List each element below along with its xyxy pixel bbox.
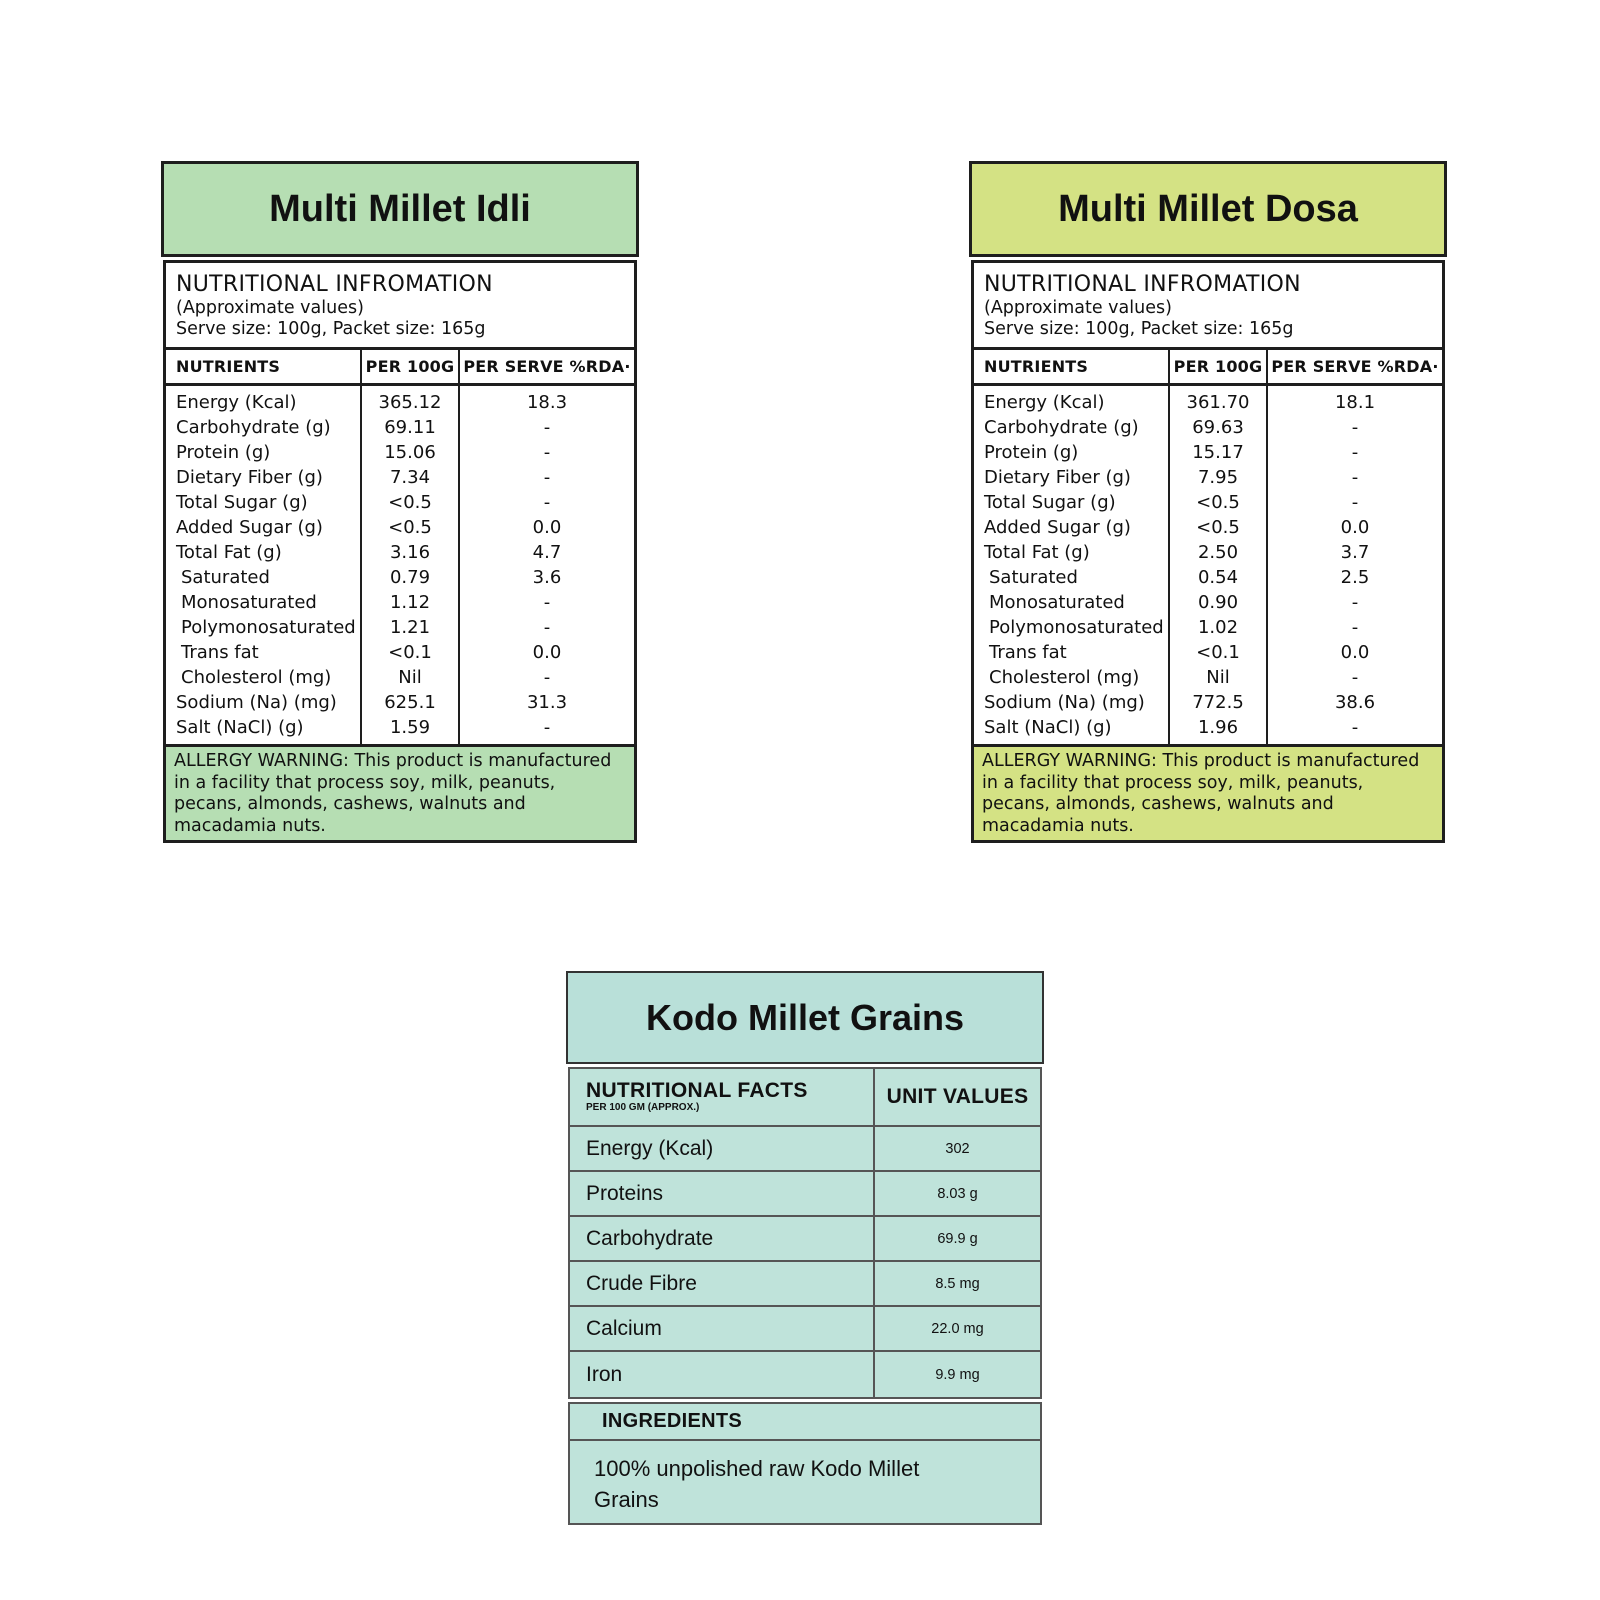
table-cell-rda: - [543,592,551,613]
table-row-name: Cholesterol (mg) [989,667,1140,688]
dosa-approx-note: (Approximate values) [984,298,1172,318]
kodo-row-name: Iron [570,1352,875,1397]
table-row-name: Added Sugar (g) [984,517,1131,538]
table-cell-per100: 15.06 [384,442,436,463]
kodo-facts-table [568,1067,1042,1399]
idli-allergy-warning: ALLERGY WARNING: This product is manufactured in a facility that process soy, milk, peanuts, pecans, almonds, cashews, walnuts and macadamia nuts. [166,744,634,840]
kodo-row-name: Calcium [570,1307,875,1350]
dosa-allergy-warning: ALLERGY WARNING: This product is manufactured in a facility that process soy, milk, peanuts, pecans, almonds, cashews, walnuts and macadamia nuts. [974,744,1442,840]
table-row-name: Total Fat (g) [176,542,282,563]
table-row-name: Protein (g) [176,442,271,463]
kodo-row-value: 302 [945,1140,970,1157]
table-cell-rda: - [1351,417,1359,438]
kodo-row-value: 8.03 g [937,1185,978,1202]
dosa-serve-size: Serve size: 100g, Packet size: 165g [984,319,1294,339]
table-cell-per100: 7.34 [389,467,431,488]
dosa-panel [969,161,1447,843]
table-cell-per100: 15.17 [1192,442,1244,463]
table-cell-rda: - [543,417,551,438]
table-row-name: Polymonosaturated [181,617,356,638]
kodo-row-name: Crude Fibre [570,1262,875,1305]
kodo-row-value: 69.9 g [937,1230,978,1247]
table-row-name: Saturated [181,567,270,588]
dosa-nutrition-table [971,260,1445,843]
table-cell-per100: 1.02 [1197,617,1239,638]
table-row-name: Dietary Fiber (g) [176,467,323,488]
table-row-name: Trans fat [181,642,259,663]
kodo-unit-heading: UNIT VALUES [886,1085,1029,1108]
dosa-rda-column [1268,386,1442,744]
table-cell-per100: 0.54 [1197,567,1239,588]
table-row-name: Monosaturated [181,592,317,613]
table-cell-per100: 361.70 [1186,392,1250,413]
table-cell-per100: 2.50 [1197,542,1239,563]
table-row-name: Total Sugar (g) [176,492,308,513]
table-cell-rda: 0.0 [1340,642,1370,663]
idli-col-nutrients: NUTRIENTS [166,350,362,383]
table-cell-rda: 31.3 [526,692,568,713]
kodo-row-name: Proteins [570,1172,875,1215]
table-row-name: Salt (NaCl) (g) [176,717,304,738]
table-row-name: Added Sugar (g) [176,517,323,538]
table-cell-per100: 772.5 [1192,692,1244,713]
dosa-col-per100: PER 100G [1170,350,1268,383]
table-row-name: Total Sugar (g) [984,492,1116,513]
kodo-ingredients-text: 100% unpolished raw Kodo Millet Grains [594,1456,920,1512]
table-row-name: Sodium (Na) (mg) [176,692,337,713]
idli-serve-size: Serve size: 100g, Packet size: 165g [176,319,486,339]
kodo-row-value: 9.9 mg [935,1366,980,1383]
table-row [570,1127,1040,1172]
table-row-name: Carbohydrate (g) [176,417,331,438]
kodo-row-value: 8.5 mg [935,1275,980,1292]
kodo-row-value: 22.0 mg [931,1320,984,1337]
table-row-name: Polymonosaturated [989,617,1164,638]
table-cell-rda: 18.3 [526,392,568,413]
table-cell-rda: - [543,617,551,638]
table-cell-per100: <0.5 [1196,492,1240,513]
dosa-table-body [974,386,1442,744]
dosa-title: Multi Millet Dosa [969,161,1447,257]
idli-nutrition-table [163,260,637,843]
table-cell-rda: 0.0 [532,642,562,663]
idli-table-header [166,263,634,350]
table-cell-per100: <0.1 [1196,642,1240,663]
kodo-title: Kodo Millet Grains [566,971,1044,1064]
table-cell-rda: - [1351,717,1359,738]
idli-names-column [166,386,362,744]
table-cell-rda: 3.7 [1340,542,1370,563]
table-cell-rda: 38.6 [1334,692,1376,713]
kodo-ingredients-heading: INGREDIENTS [570,1404,1040,1441]
dosa-col-nutrients: NUTRIENTS [974,350,1170,383]
kodo-facts-subheading: PER 100 GM (APPROX.) [586,1102,700,1113]
idli-per100-column [362,386,460,744]
table-row-name: Energy (Kcal) [176,392,297,413]
idli-heading: NUTRITIONAL INFROMATION [176,272,493,297]
table-cell-per100: <0.5 [388,517,432,538]
table-cell-per100: 3.16 [389,542,431,563]
idli-title: Multi Millet Idli [161,161,639,257]
table-cell-per100: 625.1 [384,692,436,713]
table-cell-rda: - [543,442,551,463]
kodo-row-name: Energy (Kcal) [570,1127,875,1170]
dosa-names-column [974,386,1170,744]
table-cell-rda: 18.1 [1334,392,1376,413]
table-row [570,1172,1040,1217]
dosa-heading: NUTRITIONAL INFROMATION [984,272,1301,297]
table-row [570,1217,1040,1262]
kodo-table-header [570,1069,1040,1127]
table-cell-rda: - [543,492,551,513]
table-cell-per100: 0.90 [1197,592,1239,613]
table-cell-rda: - [1351,617,1359,638]
table-cell-rda: - [1351,592,1359,613]
dosa-column-headers [974,350,1442,386]
table-row-name: Trans fat [989,642,1067,663]
dosa-per100-column [1170,386,1268,744]
dosa-table-header [974,263,1442,350]
table-cell-rda: 0.0 [532,517,562,538]
table-cell-per100: Nil [1206,667,1230,688]
kodo-facts-heading: NUTRITIONAL FACTS [586,1079,808,1102]
table-cell-rda: - [1351,667,1359,688]
idli-col-rda: PER SERVE %RDA· [463,357,631,376]
table-cell-per100: 0.79 [389,567,431,588]
table-row-name: Saturated [989,567,1078,588]
idli-table-body [166,386,634,744]
table-row-name: Cholesterol (mg) [181,667,332,688]
table-cell-per100: 7.95 [1197,467,1239,488]
table-row-name: Energy (Kcal) [984,392,1105,413]
table-cell-per100: Nil [398,667,422,688]
table-cell-per100: <0.5 [1196,517,1240,538]
kodo-row-name: Carbohydrate [570,1217,875,1260]
table-row [570,1352,1040,1397]
table-cell-rda: - [543,467,551,488]
idli-panel [161,161,639,843]
table-cell-per100: <0.5 [388,492,432,513]
table-row-name: Dietary Fiber (g) [984,467,1131,488]
table-row-name: Monosaturated [989,592,1125,613]
idli-approx-note: (Approximate values) [176,298,364,318]
table-row-name: Protein (g) [984,442,1079,463]
table-cell-rda: 3.6 [532,567,562,588]
table-cell-per100: 69.63 [1192,417,1244,438]
table-cell-rda: - [543,717,551,738]
table-row-name: Total Fat (g) [984,542,1090,563]
idli-col-per100: PER 100G [362,350,460,383]
table-cell-rda: 2.5 [1340,567,1370,588]
table-row-name: Salt (NaCl) (g) [984,717,1112,738]
kodo-ingredients [568,1402,1042,1525]
idli-column-headers [166,350,634,386]
table-row [570,1307,1040,1352]
table-cell-per100: 1.96 [1197,717,1239,738]
table-cell-per100: 365.12 [378,392,442,413]
table-cell-rda: 4.7 [532,542,562,563]
kodo-facts-heading-cell [570,1069,875,1125]
table-cell-per100: 1.59 [389,717,431,738]
kodo-panel [566,971,1044,1525]
table-row-name: Carbohydrate (g) [984,417,1139,438]
table-cell-per100: 69.11 [384,417,436,438]
table-cell-rda: - [1351,467,1359,488]
table-cell-per100: 1.21 [389,617,431,638]
table-cell-rda: - [543,667,551,688]
dosa-col-rda: PER SERVE %RDA· [1271,357,1439,376]
table-cell-rda: - [1351,492,1359,513]
table-cell-rda: - [1351,442,1359,463]
table-cell-rda: 0.0 [1340,517,1370,538]
table-row [570,1262,1040,1307]
idli-rda-column [460,386,634,744]
table-row-name: Sodium (Na) (mg) [984,692,1145,713]
table-cell-per100: <0.1 [388,642,432,663]
table-cell-per100: 1.12 [389,592,431,613]
